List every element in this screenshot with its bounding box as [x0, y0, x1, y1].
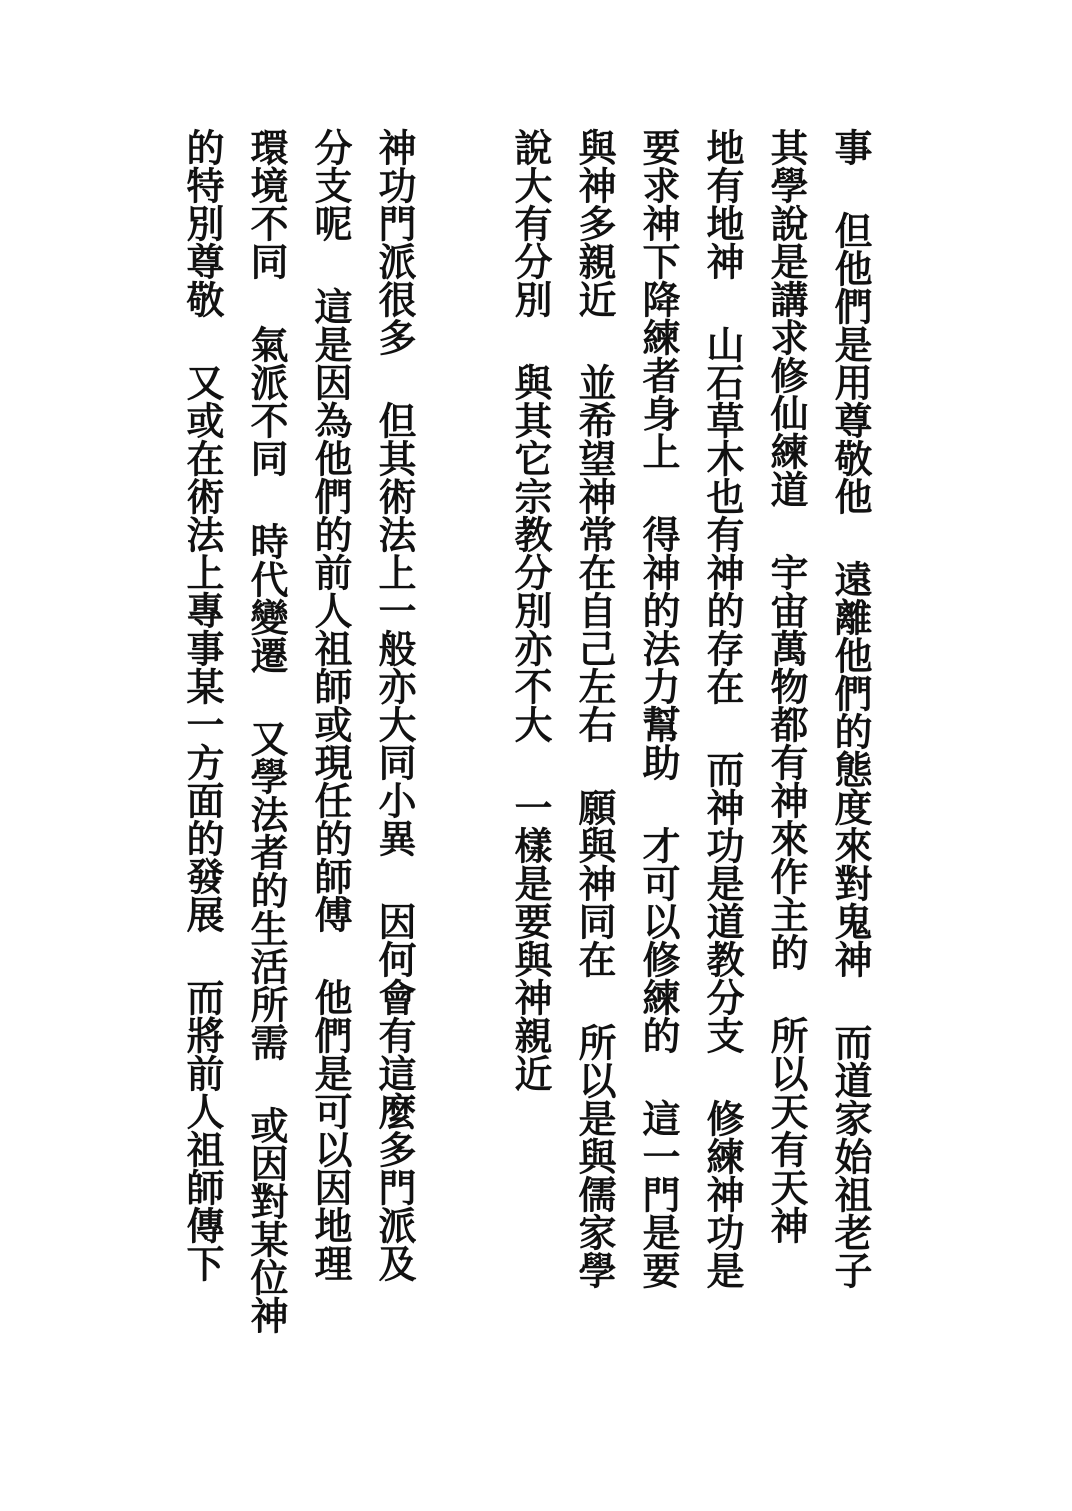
text-column-4: 要求神下降練者身上 得神的法力幫助 才可以修練的 這一門是要 [636, 128, 681, 1289]
text-column-7: 神功門派很多 但其術法上一般亦大同小異 因何會有這麼多門派及 [372, 128, 417, 1282]
text-column-9: 環境不同 氣派不同 時代變遷 又學法者的生活所需 或因對某位神 [244, 128, 289, 1334]
text-column-3: 地有地神 山石草木也有神的存在 而神功是道教分支 修練神功是 [700, 128, 745, 1289]
text-column-10: 的特別尊敬 又或在術法上專事某一方面的發展 而將前人祖師傳下 [180, 128, 225, 1282]
text-column-5: 與神多親近 並希望神常在自己左右 願與神同在 所以是與儒家學 [572, 128, 617, 1289]
text-column-6: 說大有分別 與其它宗教分別亦不大 一樣是要與神親近 [508, 128, 553, 1092]
text-column-8: 分支呢 這是因為他們的前人祖師或現任的師傅 他們是可以因地理 [308, 128, 353, 1282]
text-column-2: 其學說是講求修仙練道 宇宙萬物都有神來作主的 所以天有天神 [764, 128, 809, 1244]
text-column-1: 事 但他們是用尊敬他 遠離他們的態度來對鬼神 而道家始祖老子 [828, 128, 873, 1289]
